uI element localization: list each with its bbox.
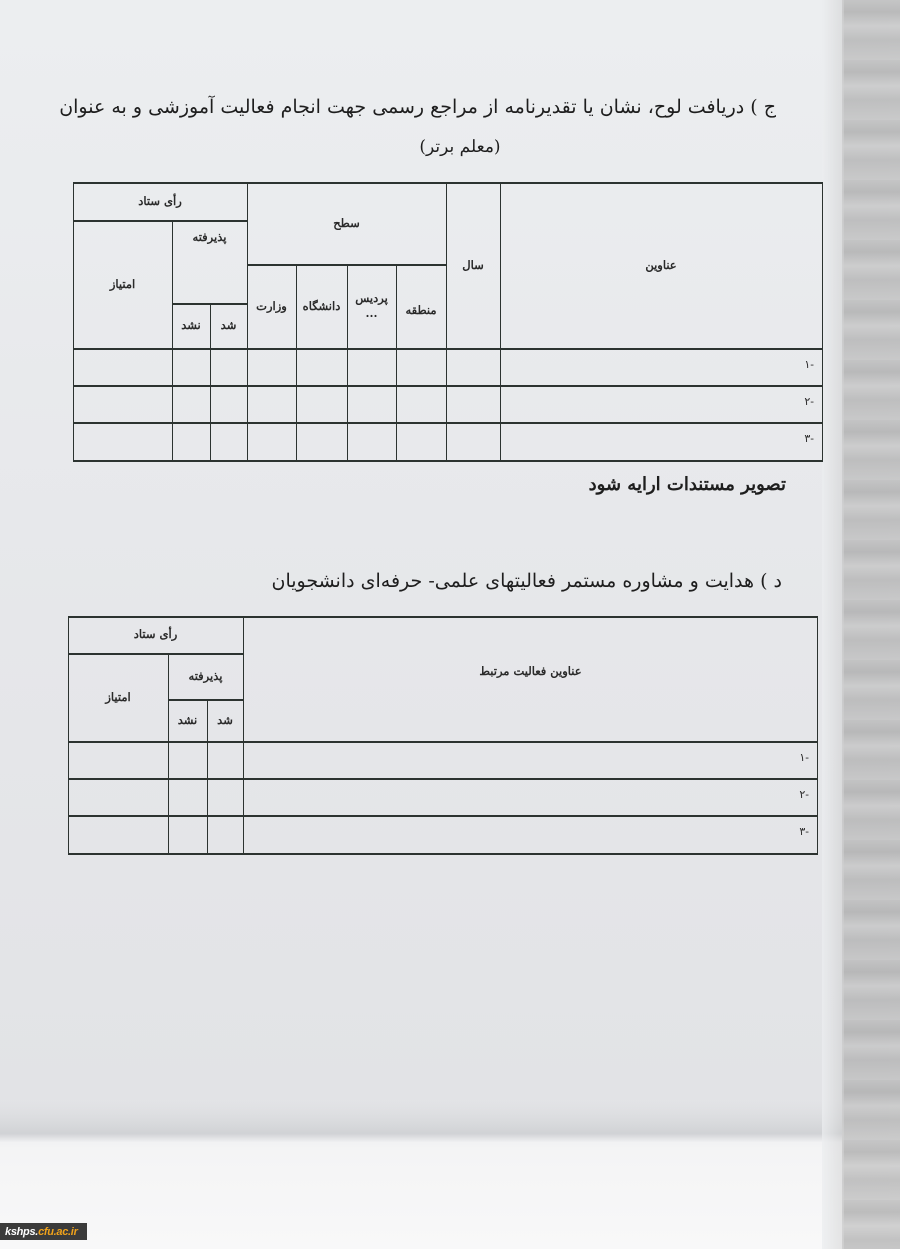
header-committee-vote: رأی ستاد: [138, 193, 182, 208]
header-accepted: پذیرفته: [188, 668, 223, 683]
site-watermark: [0, 1223, 87, 1240]
header-titles: عناوین: [645, 257, 677, 272]
header-accepted: پذیرفته: [192, 230, 227, 244]
header-accepted-yes: شد: [217, 712, 233, 727]
row-number: -۱: [804, 358, 814, 371]
header-accepted-yes: شد: [220, 318, 237, 333]
header-university: دانشگاه: [302, 298, 341, 313]
header-score: امتیاز: [105, 689, 131, 704]
table-row[interactable]: [244, 816, 784, 853]
header-campus-ellipsis: ...: [365, 306, 378, 320]
header-score: امتیاز: [109, 276, 136, 291]
header-accepted-no: نشد: [177, 712, 198, 727]
section-c-subtitle: (معلم برتر): [419, 137, 501, 157]
row-number: -۲: [804, 395, 814, 408]
header-region: منطقه: [405, 302, 437, 317]
section-c-title: ج ) دریافت لوح، نشان یا تقدیرنامه از مراجع رسمی جهت انجام فعالیت آموزشی و به عنوان: [59, 96, 776, 118]
header-campus-label: پردیس: [355, 291, 388, 306]
scan-shadow: [0, 1100, 842, 1142]
watermark-part2: cfu.ac.ir: [38, 1225, 78, 1238]
row-number: -۱: [799, 751, 809, 764]
header-committee-vote: رأی ستاد: [133, 627, 178, 642]
watermark-part1: kshps.: [5, 1225, 39, 1238]
header-accepted-no: نشد: [181, 318, 201, 333]
header-ministry: وزارت: [256, 298, 287, 313]
table-row[interactable]: [244, 779, 784, 815]
header-year: سال: [462, 257, 484, 272]
row-number: -۲: [799, 788, 809, 801]
header-level: سطح: [333, 215, 360, 230]
header-related-activity-titles: عناوین فعالیت مرتبط: [479, 664, 582, 678]
row-number: -۳: [799, 825, 809, 838]
documents-note: تصویر مستندات ارایه شود: [588, 474, 786, 495]
section-d-title: د ) هدایت و مشاوره مستمر فعالیتهای علمی- حرفه‌ای دانشجویان: [271, 570, 782, 592]
table-row[interactable]: [244, 742, 784, 778]
row-number: -۳: [804, 432, 814, 445]
